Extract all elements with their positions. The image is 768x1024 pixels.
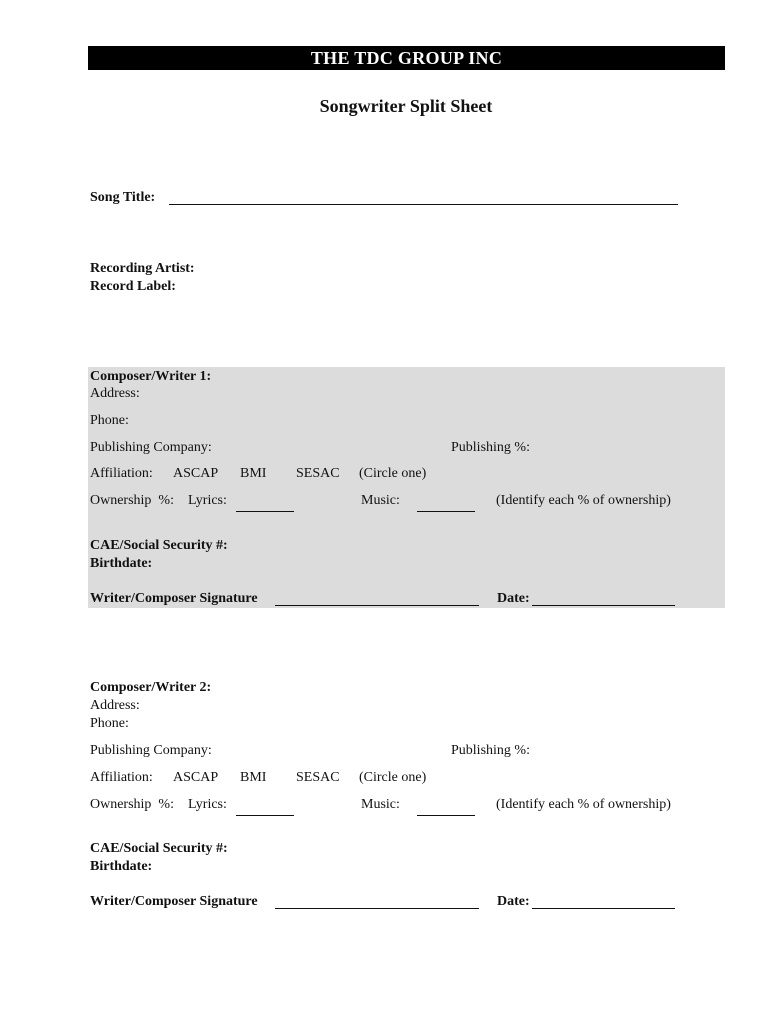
writer-2-lyrics-line[interactable] <box>236 815 294 816</box>
writer-1-ascap[interactable]: ASCAP <box>173 466 219 481</box>
writer-2-date-label: Date: <box>497 894 530 909</box>
song-title-label: Song Title: <box>90 190 156 205</box>
writer-2-phone: Phone: <box>90 716 129 731</box>
writer-1-birthdate: Birthdate: <box>90 556 153 571</box>
writer-1-publishing-company: Publishing Company: <box>90 440 212 455</box>
record-label-label: Record Label: <box>90 279 176 294</box>
writer-2-bmi[interactable]: BMI <box>240 770 267 785</box>
writer-1-signature-line[interactable] <box>275 605 479 606</box>
writer-2-affiliation: Affiliation: <box>90 770 153 785</box>
writer-1-circle-one: (Circle one) <box>359 466 427 481</box>
writer-1-identify: (Identify each % of ownership) <box>496 493 671 508</box>
writer-1-music-line[interactable] <box>417 511 475 512</box>
writer-1-ownership: Ownership %: <box>90 493 174 508</box>
writer-1-address: Address: <box>90 386 140 401</box>
writer-2-sesac[interactable]: SESAC <box>296 770 340 785</box>
writer-1-music: Music: <box>361 493 400 508</box>
writer-2-heading: Composer/Writer 2: <box>90 680 212 695</box>
form-title: Songwriter Split Sheet <box>319 96 493 116</box>
writer-2-music: Music: <box>361 797 400 812</box>
writer-2-publishing-pct: Publishing %: <box>451 743 530 758</box>
song-title-line[interactable] <box>169 204 678 205</box>
writer-1-affiliation: Affiliation: <box>90 466 153 481</box>
writer-2-ownership: Ownership %: <box>90 797 174 812</box>
writer-2-cae: CAE/Social Security #: <box>90 841 228 856</box>
writer-1-date-line[interactable] <box>532 605 675 606</box>
writer-2-address: Address: <box>90 698 140 713</box>
writer-1-signature-label: Writer/Composer Signature <box>90 591 258 606</box>
writer-2-ascap[interactable]: ASCAP <box>173 770 219 785</box>
writer-2-birthdate: Birthdate: <box>90 859 153 874</box>
writer-1-sesac[interactable]: SESAC <box>296 466 340 481</box>
writer-2-identify: (Identify each % of ownership) <box>496 797 671 812</box>
writer-1-date-label: Date: <box>497 591 530 606</box>
writer-1-phone: Phone: <box>90 413 129 428</box>
writer-1-lyrics-line[interactable] <box>236 511 294 512</box>
writer-1-lyrics: Lyrics: <box>188 493 227 508</box>
recording-artist-label: Recording Artist: <box>90 261 195 276</box>
writer-1-cae: CAE/Social Security #: <box>90 538 228 553</box>
writer-1-heading: Composer/Writer 1: <box>90 369 212 384</box>
writer-2-publishing-company: Publishing Company: <box>90 743 212 758</box>
writer-1-publishing-pct: Publishing %: <box>451 440 530 455</box>
company-header: THE TDC GROUP INC <box>88 46 725 70</box>
writer-1-bmi[interactable]: BMI <box>240 466 267 481</box>
writer-2-date-line[interactable] <box>532 908 675 909</box>
writer-2-signature-line[interactable] <box>275 908 479 909</box>
writer-1-section <box>88 367 725 608</box>
writer-2-circle-one: (Circle one) <box>359 770 427 785</box>
writer-2-music-line[interactable] <box>417 815 475 816</box>
writer-2-signature-label: Writer/Composer Signature <box>90 894 258 909</box>
writer-2-lyrics: Lyrics: <box>188 797 227 812</box>
